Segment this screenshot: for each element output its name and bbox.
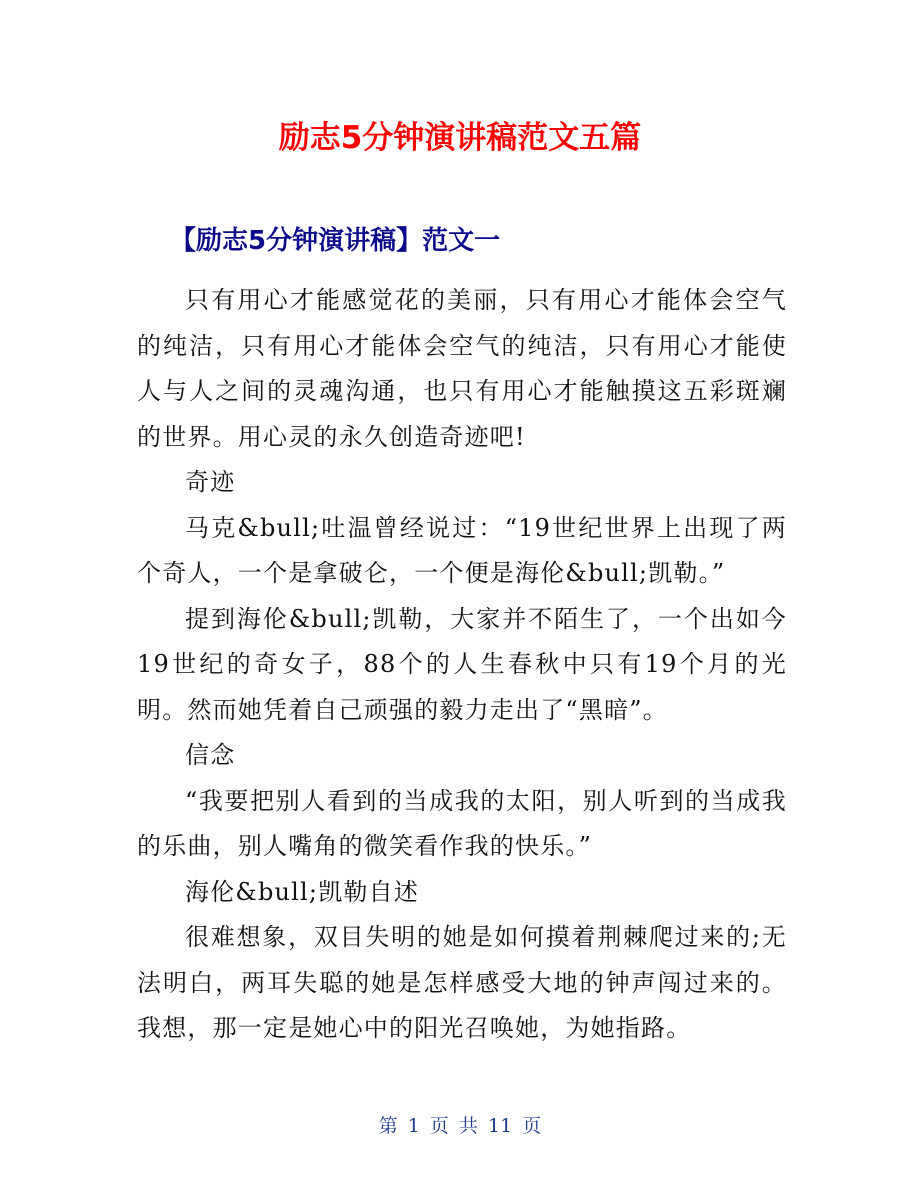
page-footer: 第 1 页 共 11 页 (378, 1115, 542, 1137)
paragraph-intro: 只有用心才能感觉花的美丽，只有用心才能体会空气的纯洁，只有用心才能体会空气的纯洁，只有用心才能使人与人之间的灵魂沟通，也只有用心才能触摸这五彩斑斓的世界。用心灵的永久创造奇迹吧! (137, 286, 787, 451)
paragraph-closing: 很难想象，双目失明的她是如何摸着荆棘爬过来的;无法明白，两耳失聪的她是怎样感受大地的钟声闯过来的。我想，那一定是她心中的阳光召唤她，为她指路。 (137, 923, 787, 1042)
paragraph-heading-belief: 信念 (185, 741, 236, 769)
document-title: 励志5分钟演讲稿范文五篇 (278, 120, 642, 156)
paragraph-helen-keller: 提到海伦&bull;凯勒，大家并不陌生了，一个出如今19世纪的奇女子，88个的人生春秋中只有19个月的光明。然而她凭着自己顽强的毅力走出了“黑暗”。 (137, 604, 787, 724)
paragraph-heading-miracle: 奇迹 (185, 468, 236, 496)
paragraph-keller-quote: “我要把别人看到的当成我的太阳，别人听到的当成我的乐曲，别人嘴角的微笑看作我的快乐。” (137, 786, 787, 860)
document-body (137, 278, 787, 1052)
paragraph-mark-twain-quote: 马克&bull;吐温曾经说过：“19世纪世界上出现了两个奇人，一个是拿破仑，一个便是海伦&bull;凯勒。” (137, 513, 787, 587)
section-heading: 【励志5分钟演讲稿】范文一 (170, 226, 501, 256)
paragraph-keller-attribution: 海伦&bull;凯勒自述 (185, 877, 420, 906)
